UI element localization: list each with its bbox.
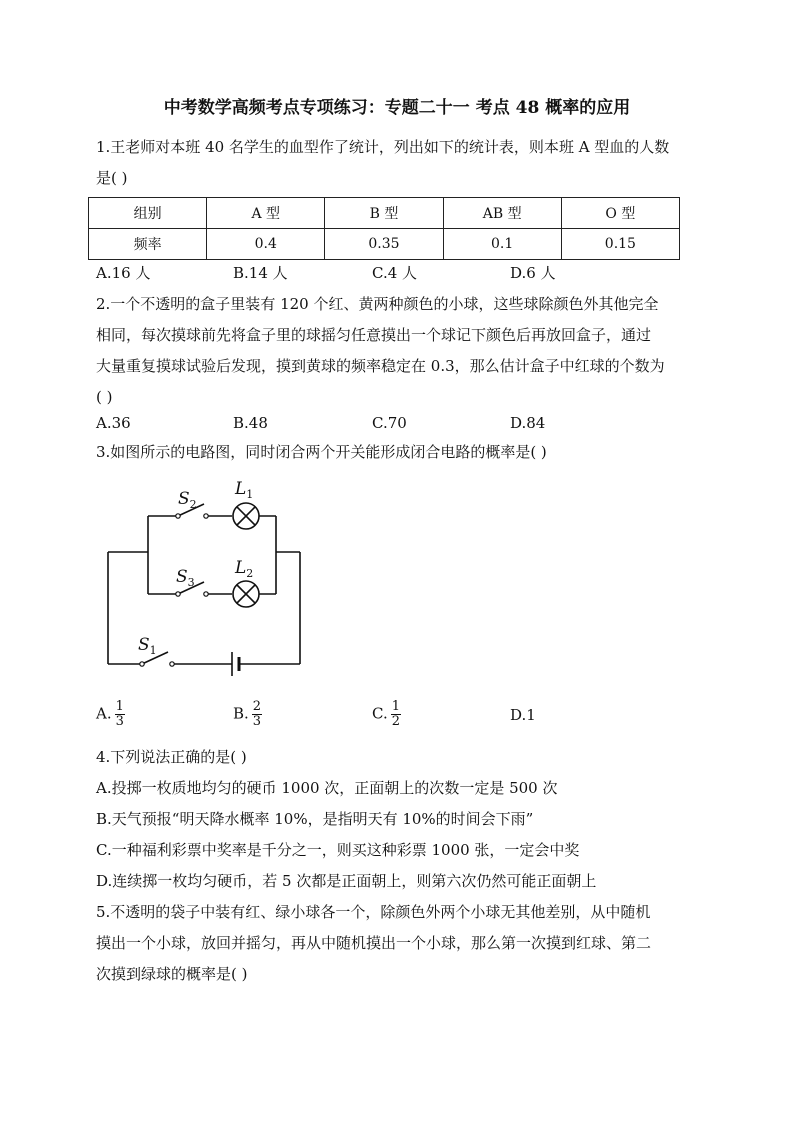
q2-text-line3: 大量重复摸球试验后发现，摸到黄球的频率稳定在 0.3，那么估计盒子中红球的个数为 <box>96 357 665 375</box>
q2-text-line1: 2.一个不透明的盒子里装有 120 个红、黄两种颜色的小球，这些球除颜色外其他完全 <box>96 295 659 313</box>
table-cell: 0.4 <box>207 229 325 260</box>
q2-option-b: B.48 <box>233 414 268 432</box>
switch-s3-contact <box>176 592 180 596</box>
option-prefix: A. <box>96 704 112 723</box>
q1-option-a: A.16 人 <box>96 264 151 282</box>
page-title: 中考数学高频考点专项练习：专题二十一 考点 48 概率的应用 <box>163 98 631 118</box>
label-s2: $S_2$ <box>178 489 197 511</box>
q5-text-line2: 摸出一个小球，放回并摇匀，再从中随机摸出一个小球，那么第一次摸到红球、第二 <box>96 934 652 952</box>
q2-option-c: C.70 <box>372 414 407 432</box>
q1-option-c: C.4 人 <box>372 264 418 282</box>
table-row <box>89 229 680 260</box>
label-l2: $L_2$ <box>235 558 254 580</box>
q4-option-b: B.天气预报“明天降水概率 10%，是指明天有 10%的时间会下雨” <box>96 810 534 828</box>
switch-s2-contact <box>204 514 208 518</box>
switch-s1-contact <box>140 662 144 666</box>
table-header-cell: A 型 <box>207 198 325 229</box>
q5-text-line3: 次摸到绿球的概率是( ) <box>96 965 248 983</box>
q5-text-line1: 5.不透明的袋子中装有红、绿小球各一个，除颜色外两个小球无其他差别，从中随机 <box>96 903 651 921</box>
table-cell: 频率 <box>89 229 207 260</box>
fraction <box>391 700 401 729</box>
q3-option-a <box>96 700 125 729</box>
circuit-diagram <box>96 470 316 680</box>
table-header-cell: AB 型 <box>443 198 561 229</box>
fraction-numerator: 2 <box>252 699 262 714</box>
q3-option-d: D.1 <box>510 706 536 724</box>
q2-option-a: A.36 <box>96 414 131 432</box>
label-s1: $S_1$ <box>138 635 157 657</box>
table-cell: 0.15 <box>561 229 679 260</box>
blood-type-table <box>88 197 680 260</box>
table-cell: 0.1 <box>443 229 561 260</box>
q4-option-c: C.一种福利彩票中奖率是千分之一，则买这种彩票 1000 张，一定会中奖 <box>96 841 580 859</box>
switch-s3-contact <box>204 592 208 596</box>
q3-text-line1: 3.如图所示的电路图，同时闭合两个开关能形成闭合电路的概率是( ) <box>96 443 547 461</box>
q2-option-d: D.84 <box>510 414 546 432</box>
q1-option-b: B.14 人 <box>233 264 288 282</box>
table-header-cell: 组别 <box>89 198 207 229</box>
table-header-cell: O 型 <box>561 198 679 229</box>
switch-s2-contact <box>176 514 180 518</box>
fraction-numerator: 1 <box>391 699 400 714</box>
fraction-numerator: 1 <box>115 699 124 714</box>
q3-option-c <box>372 700 401 729</box>
option-prefix: C. <box>372 704 388 723</box>
option-prefix: B. <box>233 704 249 723</box>
q4-option-a: A.投掷一枚质地均匀的硬币 1000 次，正面朝上的次数一定是 500 次 <box>96 779 558 797</box>
fraction <box>252 700 262 729</box>
q4-text-line1: 4.下列说法正确的是( ) <box>96 748 247 766</box>
fraction-denominator: 2 <box>391 714 400 729</box>
fraction-denominator: 3 <box>252 714 262 729</box>
label-s3: $S_3$ <box>176 567 195 589</box>
q4-option-d: D.连续掷一枚均匀硬币，若 5 次都是正面朝上，则第六次仍然可能正面朝上 <box>96 872 597 890</box>
label-l1: $L_1$ <box>235 479 254 501</box>
table-header-cell: B 型 <box>325 198 443 229</box>
fraction-denominator: 3 <box>115 714 124 729</box>
table-row <box>89 198 680 229</box>
q2-text-line2: 相同，每次摸球前先将盒子里的球摇匀任意摸出一个球记下颜色后再放回盒子，通过 <box>96 326 652 344</box>
fraction <box>115 700 125 729</box>
q2-text-line4: ( ) <box>96 388 113 406</box>
table-cell: 0.35 <box>325 229 443 260</box>
q1-text-line1: 1.王老师对本班 40 名学生的血型作了统计，列出如下的统计表，则本班 A 型血的人数 <box>96 138 670 156</box>
switch-s1-contact <box>170 662 174 666</box>
q1-option-d: D.6 人 <box>510 264 556 282</box>
q3-option-b <box>233 700 262 729</box>
q1-text-line2: 是( ) <box>96 169 128 187</box>
